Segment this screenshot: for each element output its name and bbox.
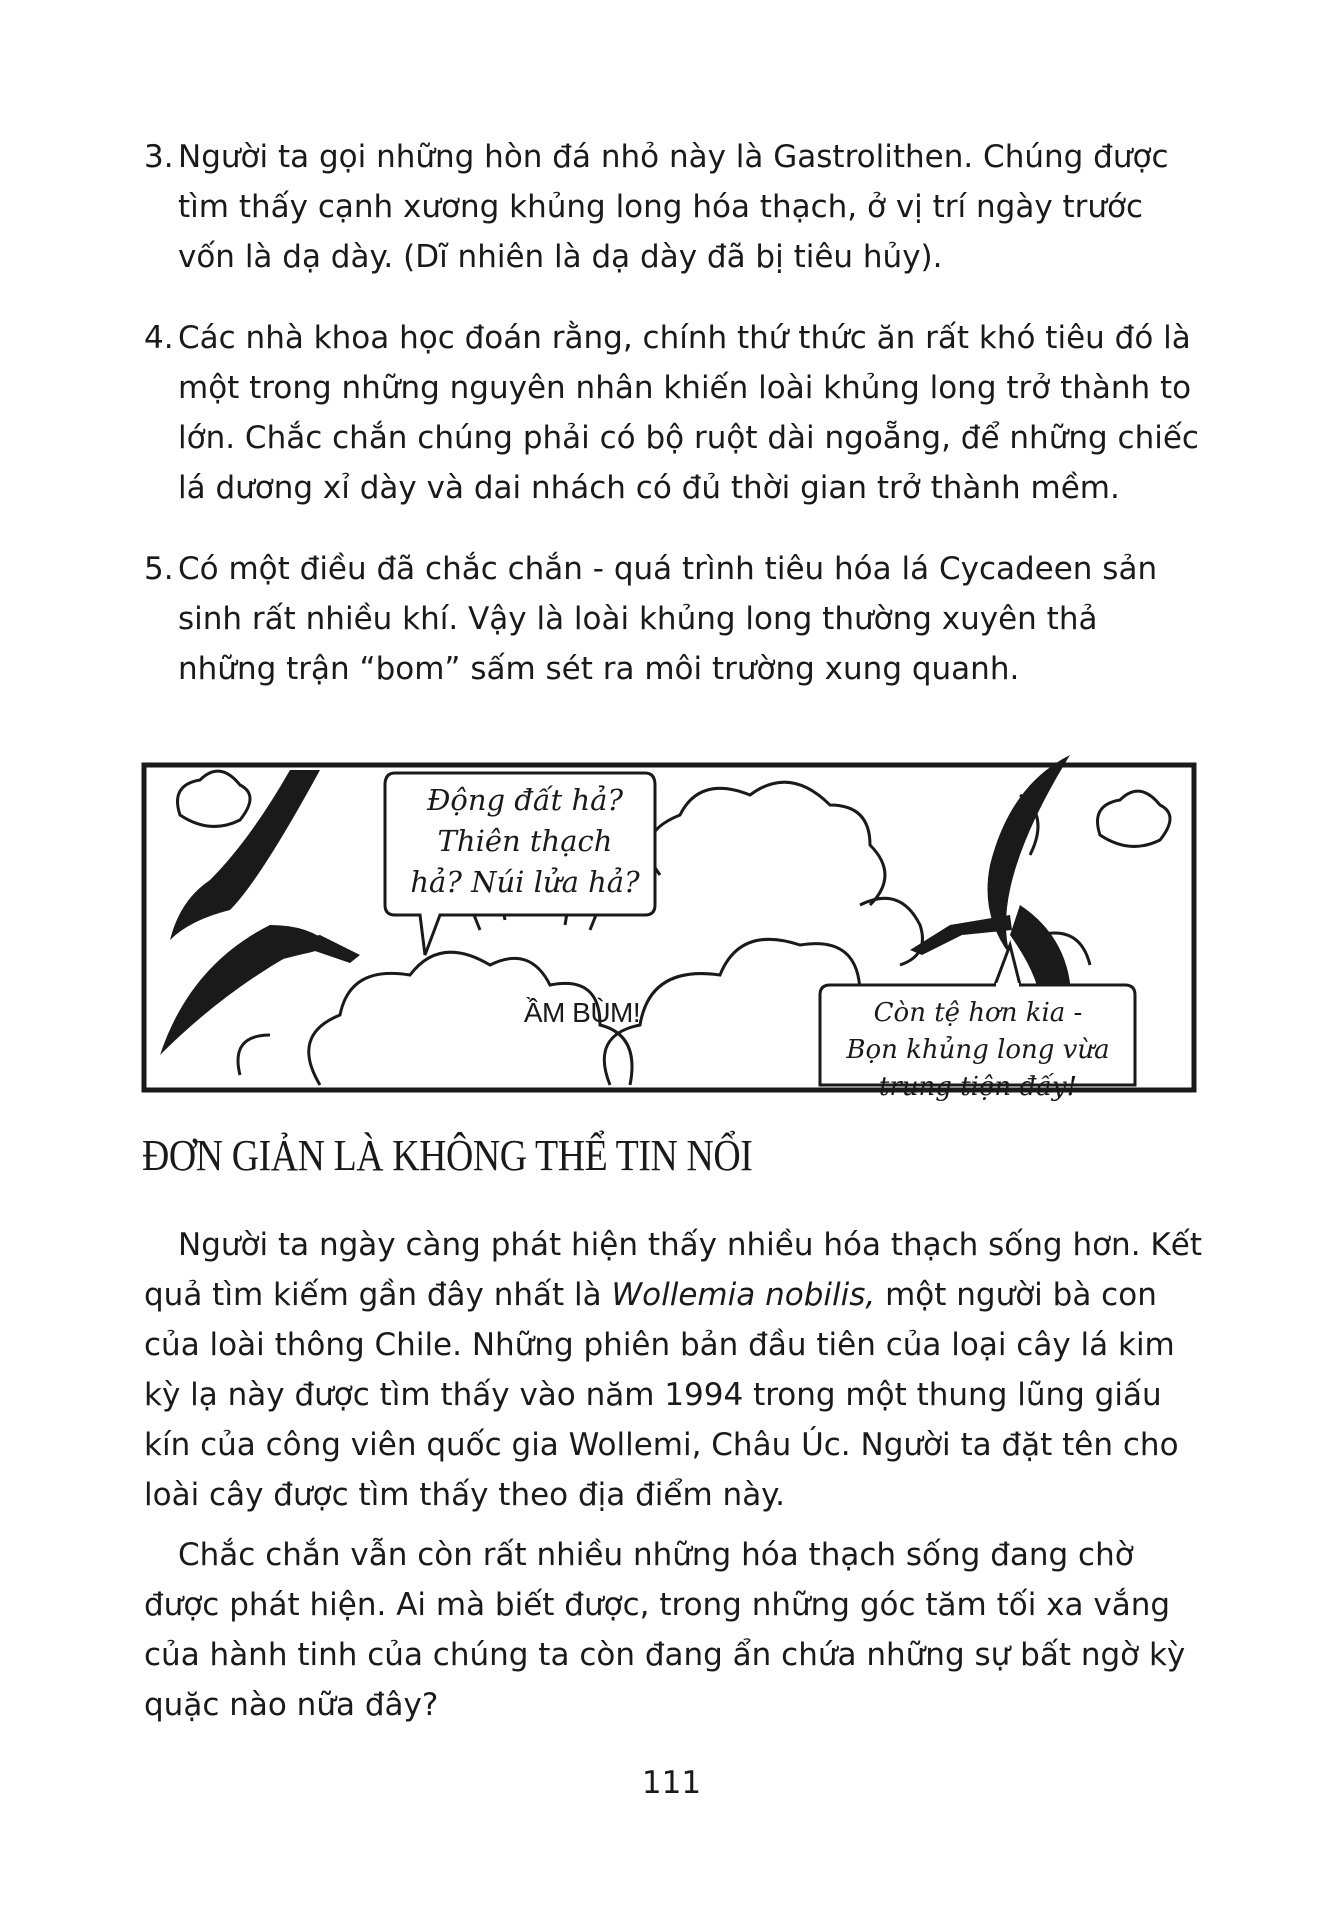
paragraph-1: [144, 1220, 1204, 1520]
bubble-line: Động đất hả?: [426, 783, 624, 817]
bubble-line: Bọn khủng long vừa: [846, 1035, 1110, 1065]
numbered-list: [144, 132, 1204, 725]
list-item-text: Các nhà khoa học đoán rằng, chính thứ thức ăn rất khó tiêu đó là một trong những nguyên nhân khiến loài khủng long trở thành to lớn. Chắc chắn chúng phải có bộ ruột dài ngoẵng, để những chiếc lá dương xỉ dày và dai nhách có đủ thời gian trở thành mềm.: [178, 320, 1199, 506]
species-name: Wollemia nobilis,: [611, 1277, 876, 1313]
paragraph-2: Chắc chắn vẫn còn rất nhiều những hóa thạch sống đang chờ được phát hiện. Ai mà biết được, trong những góc tăm tối xa vắng của hành tinh của chúng ta còn đang ẩn chứa những sự bất ngờ kỳ quặc nào nữa đây?: [144, 1537, 1186, 1723]
speech-bubble-right-text: [828, 995, 1128, 1106]
bubble-line: Còn tệ hơn kia -: [873, 998, 1083, 1028]
section-heading: ĐƠN GIẢN LÀ KHÔNG THỂ TIN NỔI: [142, 1131, 753, 1180]
comic-illustration: [140, 755, 1210, 1102]
speech-bubble-left-text: [400, 780, 650, 903]
bubble-line: hả? Núi lửa hả?: [410, 865, 640, 899]
list-item: [144, 544, 1204, 694]
paragraph-1-after: một người bà con của loài thông Chile. Những phiên bản đầu tiên của loại cây lá kim kỳ lạ này được tìm thấy vào năm 1994 trong một thung lũng giấu kín của công viên quốc gia Wollemi, Châu Úc. Người ta đặt tên cho loài cây được tìm thấy theo địa điểm này.: [144, 1277, 1179, 1513]
list-item-number: 5.: [144, 551, 174, 587]
bubble-line: trung tiện đấy!: [878, 1072, 1078, 1102]
bubble-line: Thiên thạch: [437, 824, 613, 858]
page-number: 111: [641, 1765, 702, 1801]
list-item: [144, 132, 1204, 282]
list-item-number: 3.: [144, 139, 174, 175]
boom-sound-effect: ẦM BÙM!: [523, 997, 641, 1028]
list-item-number: 4.: [144, 320, 174, 356]
list-item: [144, 313, 1204, 513]
paragraph-1-before: Người ta ngày càng phát hiện thấy nhiều hóa thạch sống hơn. Kết quả tìm kiếm gần đây nhất là: [144, 1227, 1202, 1313]
list-item-text: Người ta gọi những hòn đá nhỏ này là Gastrolithen. Chúng được tìm thấy cạnh xương khủng long hóa thạch, ở vị trí ngày trước vốn là dạ dày. (Dĩ nhiên là dạ dày đã bị tiêu hủy).: [178, 139, 1169, 275]
list-item-text: Có một điều đã chắc chắn - quá trình tiêu hóa lá Cycadeen sản sinh rất nhiều khí. Vậy là loài khủng long thường xuyên thả những trận “bom” sấm sét ra môi trường xung quanh.: [178, 551, 1158, 687]
